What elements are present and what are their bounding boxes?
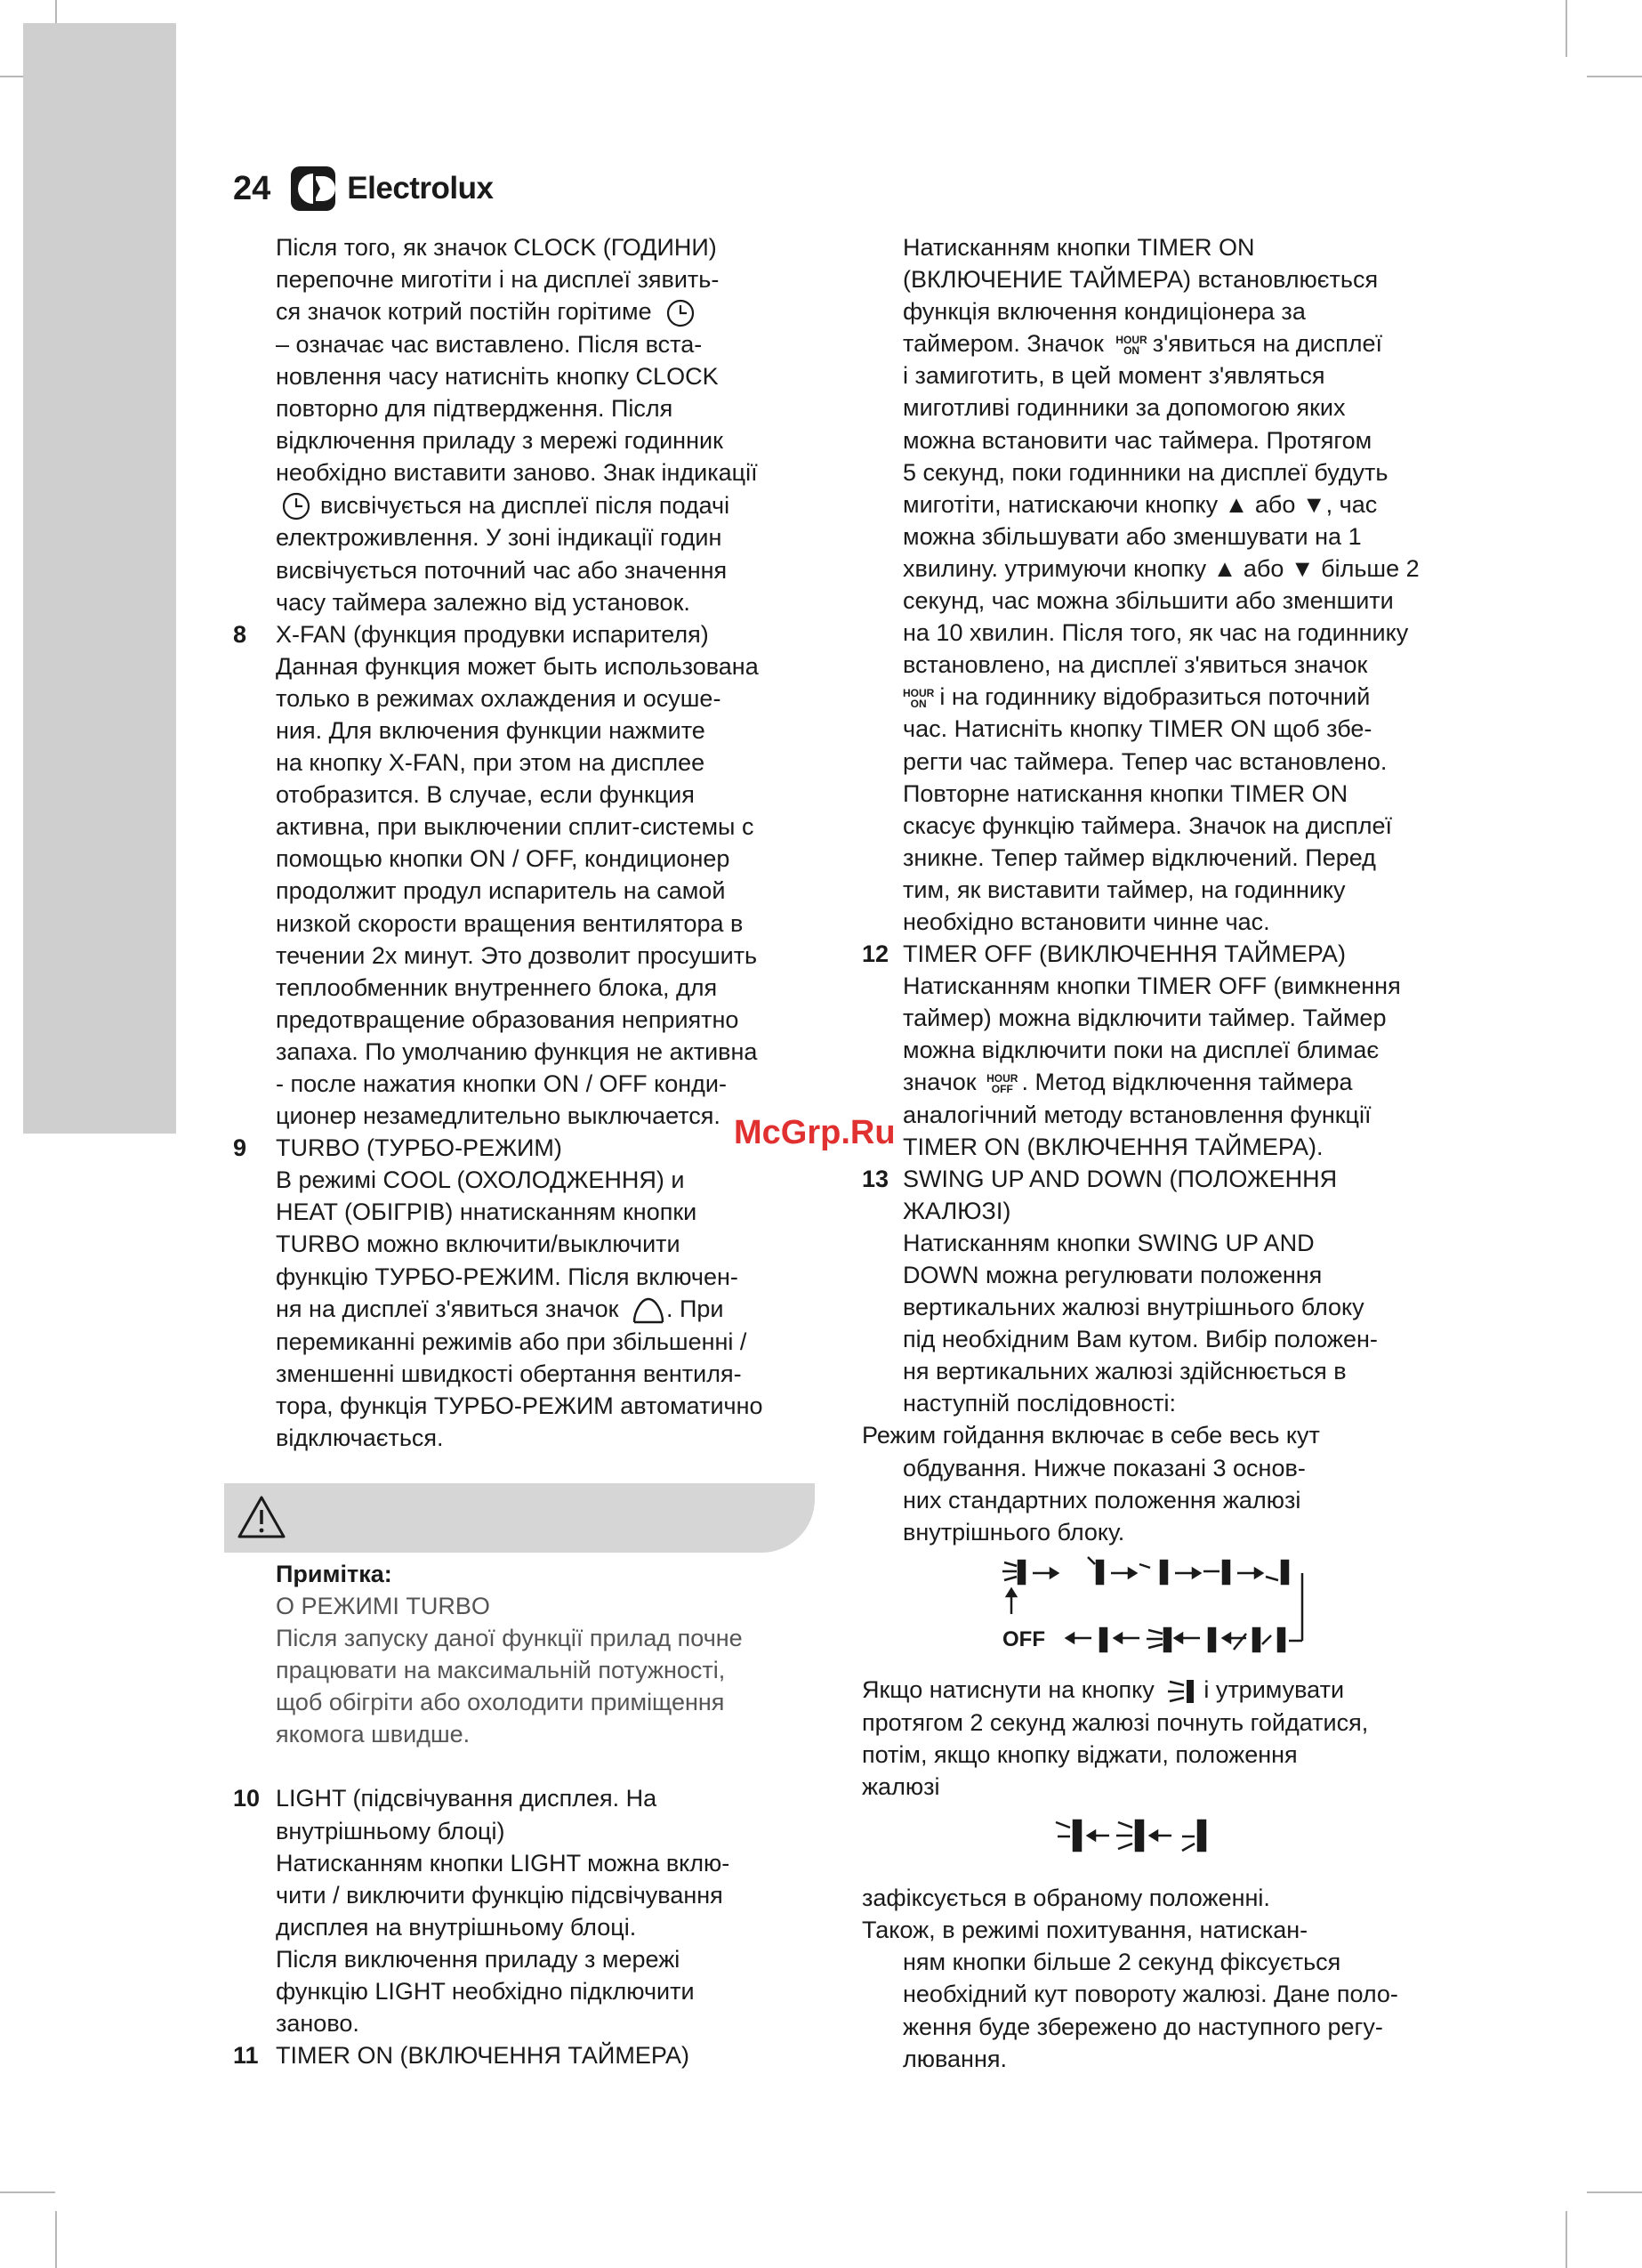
text-line: тим, як виставити таймер, на годиннику <box>903 876 1346 903</box>
text-line: чити / виключити функцію підсвічування <box>276 1881 723 1909</box>
text-line: необхідний кут повороту жалюзі. Дане поло- <box>903 1981 1398 2008</box>
text-line: них стандартних положення жалюзі <box>903 1486 1301 1513</box>
text-line: висвічується на дисплеї після подачі <box>276 489 820 522</box>
clock-intro <box>233 231 820 618</box>
text-line: ся значок котрий постійн горітиме <box>276 295 820 328</box>
text-line: продолжит продул испаритель на самой <box>276 877 726 905</box>
item-title: внутрішньому блоці) <box>276 1817 505 1844</box>
louver-cycle-figure <box>995 1552 1333 1659</box>
note-subtitle: О РЕЖИМІ TURBO <box>276 1593 490 1619</box>
text-line: значок HOUR OFF . Метод відключення таймера <box>903 1069 1353 1096</box>
text-line: вертикальних жалюзі внутрішнього блоку <box>903 1294 1364 1321</box>
swing-mode-text <box>862 1419 1453 1547</box>
hour-on-icon: HOUR ON <box>1115 334 1147 358</box>
down-arrow-icon: ▼ <box>1290 554 1315 582</box>
text-line: Після виключення приладу з мережі <box>276 1945 680 1973</box>
text-line: працювати на максимальній потужності, <box>276 1657 726 1684</box>
text-line: предотвращение образования неприятно <box>276 1005 739 1033</box>
text-line: миготіти, натискаючи кнопку ▲ або ▼, час <box>903 490 1378 518</box>
text-line: миготливі годинники за допомогою яких <box>903 394 1346 422</box>
diagram-off-label: OFF <box>1002 1626 1045 1651</box>
text-line: Данная функция может быть использована <box>276 652 759 680</box>
crop-mark <box>55 2211 57 2268</box>
text-line: під необхідним Вам кутом. Вибір положен- <box>903 1326 1378 1353</box>
brand-logo <box>290 165 493 212</box>
item-8-xfan <box>233 618 820 1133</box>
text-line: – означає час виставлено. Після вста- <box>276 331 703 359</box>
text-line: можна збільшувати або зменшувати на 1 <box>903 522 1362 550</box>
text-line: електроживлення. У зоні індикації годин <box>276 524 722 552</box>
text-line: секунд, час можна збільшити або зменшити <box>903 587 1394 615</box>
item-title: TIMER ON (ВКЛЮЧЕННЯ ТАЙМЕРА) <box>276 2042 690 2070</box>
warning-banner <box>224 1483 820 1553</box>
hold-text <box>862 1674 1453 1803</box>
text-line: ням кнопки більше 2 секунд фіксується <box>903 1949 1341 1976</box>
text-line: внутрішнього блоку. <box>903 1518 1125 1546</box>
text-line: ня на дисплеї з'явиться значок . При <box>276 1293 820 1326</box>
text-line: HOUR ON і на годиннику відобразиться поточний <box>903 683 1371 711</box>
item-title: TURBO (ТУРБО-РЕЖИМ) <box>276 1134 562 1162</box>
final-text <box>862 1882 1453 2075</box>
item-12-timer-off <box>862 938 1453 1163</box>
text-line: щоб обігріти або охолодити приміщення <box>276 1689 725 1716</box>
up-arrow-icon: ▲ <box>1212 554 1237 582</box>
text-line: новлення часу натисніть кнопку CLOCK <box>276 363 719 391</box>
electrolux-logo-icon <box>290 165 336 212</box>
text-line: можна відключити поки на дисплеї блимає <box>903 1037 1380 1064</box>
text-line: Натисканням кнопки TIMER OFF (вимкнення <box>903 973 1401 1000</box>
text-line: Після запуску даної функції прилад почне <box>276 1625 743 1652</box>
item-11-timer-on <box>233 2039 820 2071</box>
text-line: (ВКЛЮЧЕНИЕ ТАЙМЕРА) встановлюється <box>903 266 1379 294</box>
right-column <box>862 231 1453 2075</box>
text-line: лювання. <box>903 2045 1008 2072</box>
text-line: на кнопку X-FAN, при этом на дисплее <box>276 749 705 777</box>
crop-mark <box>1587 2191 1642 2193</box>
text-line: перепочне миготіти і на дисплеї зявить- <box>276 266 720 294</box>
text-line: часу таймера залежно від установок. <box>276 588 690 616</box>
item-10-light <box>233 1782 820 2039</box>
item-number: 8 <box>233 620 247 648</box>
turbo-note <box>233 1558 820 1751</box>
text-line: TURBO можно включити/выключити <box>276 1231 680 1258</box>
louver-fixed-figure <box>1052 1812 1239 1861</box>
text-line: Повторне натискання кнопки TIMER ON <box>903 779 1348 807</box>
text-line: Режим гойдання включає в себе весь кут <box>862 1422 1320 1449</box>
text-line: регти час таймера. Тепер час встановлено. <box>903 747 1388 775</box>
text-line: жалюзі <box>862 1773 940 1800</box>
text-line: функція включення кондиціонера за <box>903 298 1306 326</box>
item-number: 10 <box>233 1785 261 1812</box>
timer-on-text <box>862 231 1453 938</box>
side-tab <box>23 23 176 1134</box>
crop-mark <box>0 2191 55 2193</box>
text-line: ния. Для включения функции нажмите <box>276 716 705 744</box>
text-line: необхідно встановити чинне час. <box>903 908 1270 935</box>
brand-name: Electrolux <box>347 171 494 206</box>
text-line: і замиготить, в цей момент з'являться <box>903 362 1325 390</box>
text-line: можна встановити час таймера. Протягом <box>903 426 1372 454</box>
crop-mark <box>1566 0 1567 57</box>
item-number: 13 <box>862 1165 889 1192</box>
text-line: на 10 хвилин. Після того, як час на годиннику <box>903 619 1409 647</box>
text-line: встановлено, на дисплеї з'явиться значок <box>903 651 1368 679</box>
item-title: TIMER OFF (ВИКЛЮЧЕННЯ ТАЙМЕРА) <box>903 940 1346 968</box>
text-line: зафіксується в обраному положенні. <box>862 1885 1270 1912</box>
clock-icon <box>281 491 311 521</box>
text-line: функцію ТУРБО-РЕЖИМ. Після включен- <box>276 1263 738 1290</box>
item-title: ЖАЛЮЗІ) <box>903 1197 1011 1224</box>
item-title: X-FAN (функция продувки испарителя) <box>276 620 709 648</box>
clock-icon <box>665 298 696 328</box>
turbo-icon <box>631 1295 666 1326</box>
text-line: обдування. Нижче показані 3 основ- <box>903 1454 1306 1481</box>
text-line: только в режимах охлаждения и осуше- <box>276 684 721 712</box>
text-line: отобразится. В случае, если функция <box>276 781 695 809</box>
item-title: SWING UP AND DOWN (ПОЛОЖЕННЯ <box>903 1165 1338 1192</box>
warning-icon <box>237 1494 286 1540</box>
item-number: 11 <box>233 2042 259 2070</box>
crop-mark <box>1566 2211 1567 2268</box>
text-line: скасує функцію таймера. Значок на дисплеї <box>903 811 1393 839</box>
louver-cycle-diagram <box>862 1552 1453 1667</box>
text-line: потім, якщо кнопку віджати, положення <box>862 1740 1298 1768</box>
hour-on-icon: HOUR ON <box>903 687 935 711</box>
item-number: 9 <box>233 1134 247 1162</box>
text-line: хвилину. утримуючи кнопку ▲ або ▼ більше 2 <box>903 554 1420 582</box>
swing-button-icon <box>1166 1676 1198 1707</box>
text-line: час. Натисніть кнопку TIMER ON щоб збе- <box>903 715 1372 743</box>
page-number: 24 <box>233 169 271 207</box>
text-line: течении 2х минут. Это дозволит просушить <box>276 941 758 969</box>
text-line: протягом 2 секунд жалюзі почнуть гойдатися, <box>862 1708 1369 1736</box>
page-header <box>233 165 494 212</box>
crop-mark <box>1587 76 1642 77</box>
text-line: відключення приладу з мережі годинник <box>276 427 723 455</box>
text-line: відключається. <box>276 1424 444 1451</box>
text-line: - после нажатия кнопки ON / OFF конди- <box>276 1070 728 1097</box>
text-line: Після того, як значок CLOCK (ГОДИНИ) <box>276 234 717 261</box>
down-arrow-icon: ▼ <box>1301 490 1326 518</box>
text-line: дисплея на внутрішньому блоці. <box>276 1913 637 1941</box>
text-line: активна, при выключении сплит-системы с <box>276 813 754 841</box>
text-line: В режимі COOL (ОХОЛОДЖЕННЯ) и <box>276 1166 685 1194</box>
item-9-turbo <box>233 1132 820 1454</box>
text-line: DOWN можна регулювати положення <box>903 1262 1323 1288</box>
item-title: LIGHT (підсвічування дисплея. На <box>276 1785 657 1812</box>
text-line: Натисканням кнопки TIMER ON <box>903 234 1255 261</box>
text-line: ционер незамедлительно выключается. <box>276 1102 720 1130</box>
text-line: Натисканням кнопки SWING UP AND <box>903 1229 1315 1256</box>
text-line: тора, функція ТУРБО-РЕЖИМ автоматично <box>276 1392 763 1419</box>
text-line: наступній послідовності: <box>903 1390 1177 1417</box>
text-line: запаха. По умолчанию функция не активна <box>276 1037 758 1065</box>
text-line: Також, в режимі похитування, натискан- <box>862 1917 1308 1944</box>
text-line: помощью кнопки ON / OFF, кондиционер <box>276 845 730 873</box>
text-line: повторно для підтвердження. Після <box>276 395 673 423</box>
text-line: заново. <box>276 2010 359 2038</box>
text-line: висвічується поточний час або значення <box>276 556 728 584</box>
item-number: 12 <box>862 940 889 968</box>
text-line: TIMER ON (ВКЛЮЧЕННЯ ТАЙМЕРА). <box>903 1133 1324 1160</box>
watermark: McGrp.Ru <box>734 1114 896 1151</box>
text-line: зникне. Тепер таймер відключений. Перед <box>903 843 1376 871</box>
text-line: таймером. Значок HOUR ON з'явиться на дисплеї <box>903 330 1383 358</box>
up-arrow-icon: ▲ <box>1224 490 1249 518</box>
text-line: якомога швидше. <box>276 1721 471 1748</box>
text-line: Натисканням кнопки LIGHT можна вклю- <box>276 1849 730 1877</box>
item-13-swing <box>862 1163 1453 1420</box>
text-line: аналогічний методу встановлення функції <box>903 1101 1372 1128</box>
text-line: ня вертикальних жалюзі здійснюється в <box>903 1358 1347 1385</box>
louver-fixed-diagram <box>862 1812 1453 1869</box>
text-line: 5 секунд, поки годинники на дисплеї будуть <box>903 458 1388 486</box>
text-line: Якщо натиснути на кнопку і утримувати <box>862 1674 1453 1707</box>
text-line: HEAT (ОБІГРІВ) ннатисканням кнопки <box>276 1199 697 1226</box>
text-line: необхідно виставити заново. Знак індикації <box>276 459 758 487</box>
text-line: функцію LIGHT необхідно підключити <box>276 1978 695 2006</box>
text-line: низкой скорости вращения вентилятора в <box>276 909 744 937</box>
text-line: ження буде збережено до наступного регу- <box>903 2013 1383 2040</box>
text-line: зменшенні швидкості обертання вентиля- <box>276 1360 742 1387</box>
note-heading: Примітка: <box>276 1560 392 1587</box>
text-line: таймер) можна відключити таймер. Таймер <box>903 1005 1387 1032</box>
text-line: теплообменник внутреннего блока, для <box>276 973 718 1001</box>
hour-off-icon: HOUR OFF <box>986 1072 1018 1096</box>
left-column <box>233 231 820 2071</box>
text-line: перемиканні режимів або при збільшенні / <box>276 1328 747 1355</box>
